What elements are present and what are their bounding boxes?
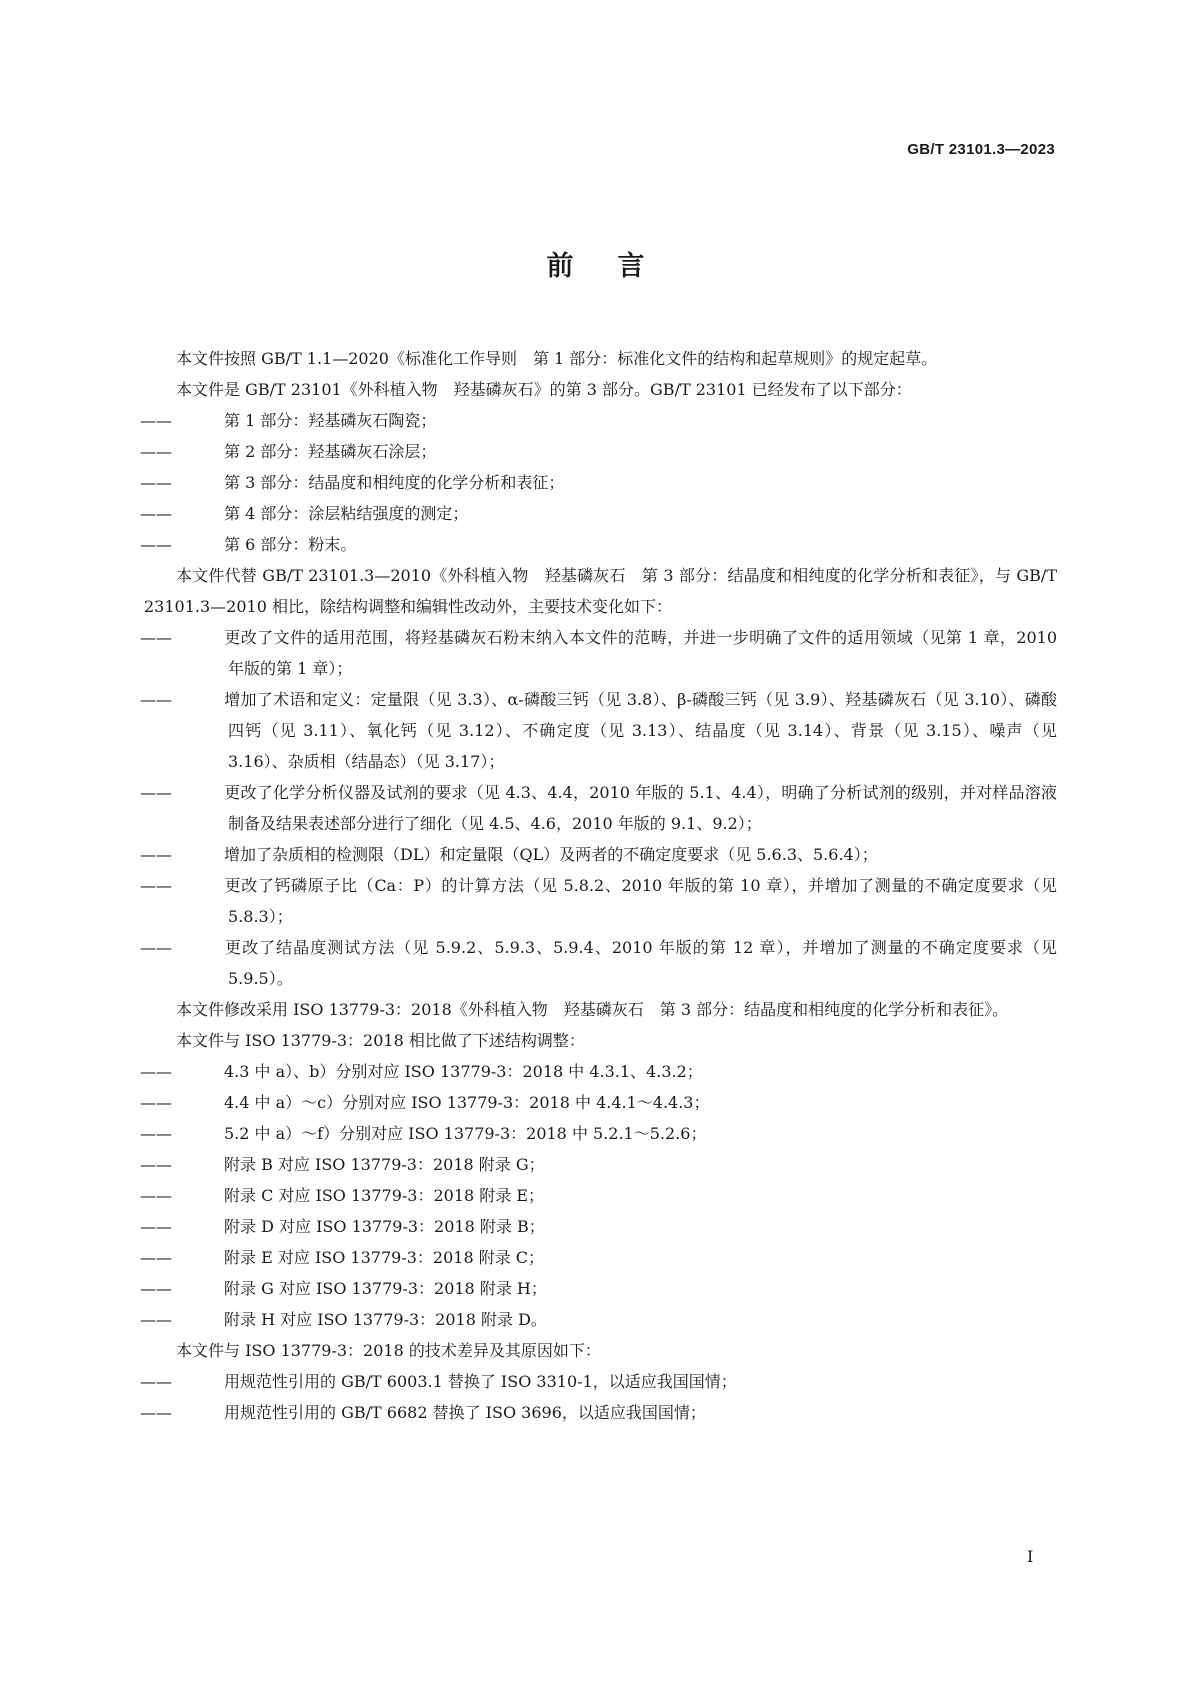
list-item bbox=[140, 839, 1057, 870]
paragraph: 本文件是 GB/T 23101《外科植入物 羟基磷灰石》的第 3 部分。GB/T 23101 已经发布了以下部分： bbox=[176, 380, 912, 399]
list-item bbox=[140, 684, 1057, 777]
list-dash: —— bbox=[140, 1186, 172, 1205]
list-item-text: 第 4 部分：涂层粘结强度的测定； bbox=[224, 504, 469, 523]
list-item-text: 附录 G 对应 ISO 13779-3：2018 附录 H； bbox=[224, 1279, 547, 1298]
list-item bbox=[140, 436, 1057, 467]
list-item bbox=[140, 1304, 1057, 1335]
list-item-text: 增加了术语和定义：定量限（见 3.3）、α-磷酸三钙（见 3.8）、β-磷酸三钙（见 3.9）、羟基磷灰石（见 3.10）、磷酸四钙（见 3.11）、氧化钙（见 3.12）、不确定度（见 3.13）、结晶度（见 3.14）、背景（见 3.15）、噪声（见 3.16）、杂质相（结晶态）（见 3.17）； bbox=[224, 690, 1057, 771]
list-dash: —— bbox=[140, 473, 172, 492]
paragraph: 本文件与 ISO 13779-3：2018 的技术差异及其原因如下： bbox=[176, 1341, 601, 1360]
list-item-text: 第 3 部分：结晶度和相纯度的化学分析和表征； bbox=[224, 473, 565, 492]
list-dash: —— bbox=[140, 411, 172, 430]
list-dash: —— bbox=[140, 1062, 172, 1081]
list-item bbox=[140, 1366, 1057, 1397]
list-item-text: 用规范性引用的 GB/T 6003.1 替换了 ISO 3310-1，以适应我国国情； bbox=[224, 1372, 737, 1391]
list-item bbox=[140, 1273, 1057, 1304]
list-dash: —— bbox=[140, 1217, 172, 1236]
list-dash: —— bbox=[140, 442, 172, 461]
list-item bbox=[140, 622, 1057, 684]
list-dash: —— bbox=[140, 1093, 172, 1112]
list-dash: —— bbox=[140, 876, 172, 895]
list-dash: —— bbox=[140, 1310, 172, 1329]
list-item-text: 更改了钙磷原子比（Ca：P）的计算方法（见 5.8.2、2010 年版的第 10 章），并增加了测量的不确定度要求（见 5.8.3）； bbox=[224, 876, 1057, 926]
list-dash: —— bbox=[140, 535, 172, 554]
list-dash: —— bbox=[140, 690, 172, 709]
list-item-text: 增加了杂质相的检测限（DL）和定量限（QL）及两者的不确定度要求（见 5.6.3、5.6.4）； bbox=[224, 845, 878, 864]
list-item bbox=[140, 1397, 1057, 1428]
standard-number: GB/T 23101.3—2023 bbox=[907, 141, 1055, 158]
paragraph: 本文件修改采用 ISO 13779-3：2018《外科植入物 羟基磷灰石 第 3 部分：结晶度和相纯度的化学分析和表征》。 bbox=[176, 1000, 1009, 1019]
list-dash: —— bbox=[140, 628, 172, 647]
list-item bbox=[140, 1118, 1057, 1149]
list-item bbox=[140, 529, 1057, 560]
paragraph: 本文件按照 GB/T 1.1—2020《标准化工作导则 第 1 部分：标准化文件的结构和起草规则》的规定起草。 bbox=[176, 349, 938, 368]
list-item-text: 4.4 中 a）～c）分别对应 ISO 13779-3：2018 中 4.4.1～4.4.3； bbox=[224, 1093, 710, 1112]
list-dash: —— bbox=[140, 783, 172, 802]
list-item-text: 更改了文件的适用范围，将羟基磷灰石粉末纳入本文件的范畴，并进一步明确了文件的适用领域（见第 1 章，2010 年版的第 1 章）； bbox=[224, 628, 1057, 678]
page-number: Ⅰ bbox=[1027, 1547, 1034, 1566]
list-item bbox=[140, 1242, 1057, 1273]
list-item-text: 附录 D 对应 ISO 13779-3：2018 附录 B； bbox=[224, 1217, 545, 1236]
list-item bbox=[140, 1056, 1057, 1087]
list-dash: —— bbox=[140, 1372, 172, 1391]
list-item bbox=[140, 1211, 1057, 1242]
list-item-text: 第 6 部分：粉末。 bbox=[224, 535, 357, 554]
list-item-text: 第 2 部分：羟基磷灰石涂层； bbox=[224, 442, 437, 461]
list-dash: —— bbox=[140, 1248, 172, 1267]
list-item-text: 用规范性引用的 GB/T 6682 替换了 ISO 3696，以适应我国国情； bbox=[224, 1403, 706, 1422]
list-item-text: 附录 B 对应 ISO 13779-3：2018 附录 G； bbox=[224, 1155, 545, 1174]
list-item-text: 附录 H 对应 ISO 13779-3：2018 附录 D。 bbox=[224, 1310, 547, 1329]
document-body bbox=[140, 343, 1057, 1428]
paragraph: 本文件代替 GB/T 23101.3—2010《外科植入物 羟基磷灰石 第 3 部分：结晶度和相纯度的化学分析和表征》，与 GB/T 23101.3—2010 相比，除结构调整和编辑性改动外，主要技术变化如下： bbox=[144, 566, 1057, 616]
list-item-text: 更改了化学分析仪器及试剂的要求（见 4.3、4.4，2010 年版的 5.1、4.4），明确了分析试剂的级别，并对样品溶液制备及结果表述部分进行了细化（见 4.5、4.6，2010 年版的 9.1、9.2）； bbox=[224, 783, 1057, 833]
list-item bbox=[140, 777, 1057, 839]
list-item bbox=[140, 1087, 1057, 1118]
list-item-text: 附录 E 对应 ISO 13779-3：2018 附录 C； bbox=[224, 1248, 545, 1267]
list-dash: —— bbox=[140, 1155, 172, 1174]
list-item bbox=[140, 1180, 1057, 1211]
list-item-text: 附录 C 对应 ISO 13779-3：2018 附录 E； bbox=[224, 1186, 545, 1205]
list-item bbox=[140, 932, 1057, 994]
list-item-text: 4.3 中 a）、b）分别对应 ISO 13779-3：2018 中 4.3.1、4.3.2； bbox=[224, 1062, 703, 1081]
list-dash: —— bbox=[140, 938, 172, 957]
list-dash: —— bbox=[140, 845, 172, 864]
list-item bbox=[140, 1149, 1057, 1180]
list-dash: —— bbox=[140, 504, 172, 523]
list-item-text: 更改了结晶度测试方法（见 5.9.2、5.9.3、5.9.4、2010 年版的第 12 章），并增加了测量的不确定度要求（见 5.9.5）。 bbox=[224, 938, 1057, 988]
list-item-text: 5.2 中 a）～f）分别对应 ISO 13779-3：2018 中 5.2.1～5.2.6； bbox=[224, 1124, 707, 1143]
paragraph: 本文件与 ISO 13779-3：2018 相比做了下述结构调整： bbox=[176, 1031, 585, 1050]
list-dash: —— bbox=[140, 1279, 172, 1298]
list-item bbox=[140, 467, 1057, 498]
list-item-text: 第 1 部分：羟基磷灰石陶瓷； bbox=[224, 411, 437, 430]
list-item bbox=[140, 498, 1057, 529]
list-item bbox=[140, 870, 1057, 932]
list-dash: —— bbox=[140, 1403, 172, 1422]
page-title: 前言 bbox=[546, 251, 689, 282]
list-item bbox=[140, 405, 1057, 436]
list-dash: —— bbox=[140, 1124, 172, 1143]
